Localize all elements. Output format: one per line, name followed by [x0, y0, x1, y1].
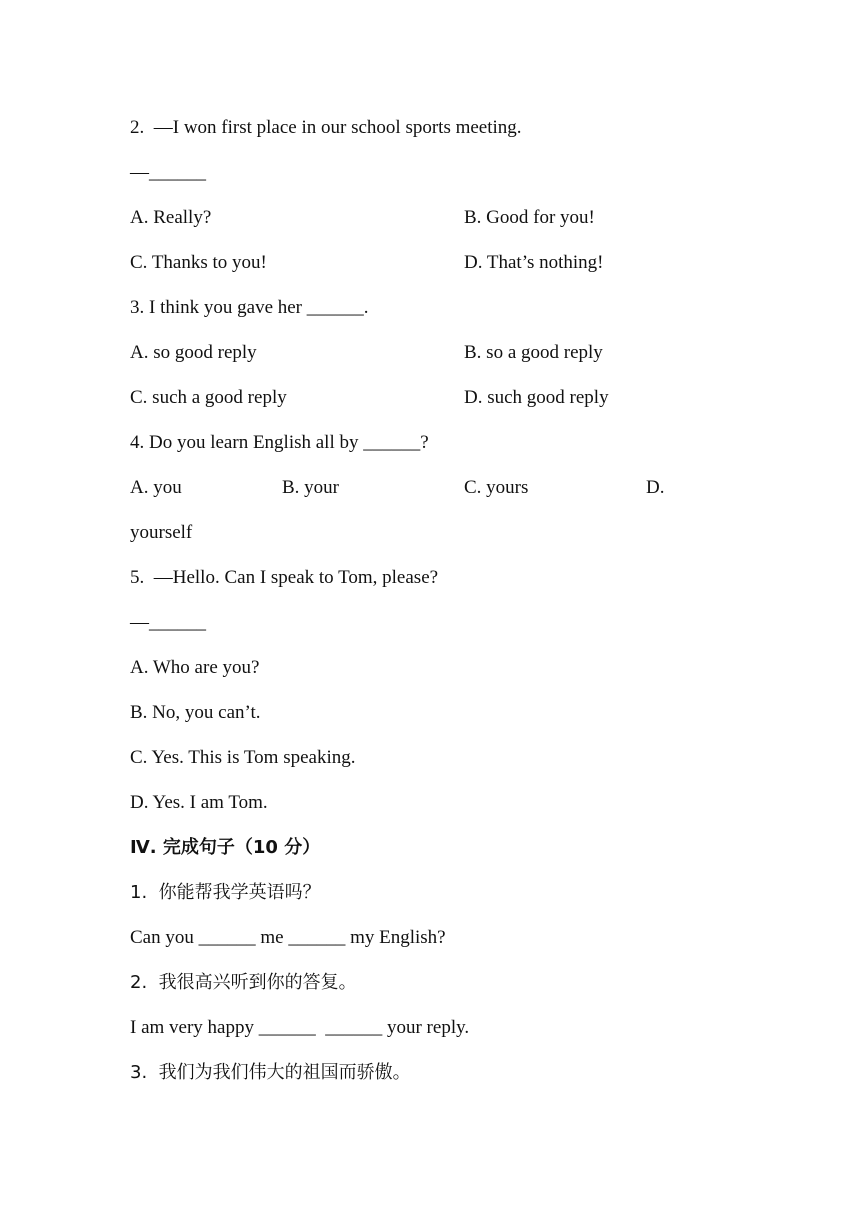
q4-option-d-label: D.: [646, 477, 665, 498]
sentence-3-chinese: 3. 我们为我们伟大的祖国而骄傲。: [130, 1062, 411, 1083]
sentence-1-english: Can you ______ me ______ my English?: [130, 927, 446, 948]
q4-option-a: A. you: [130, 477, 182, 498]
q5-option-a: A. Who are you?: [130, 657, 260, 678]
q3-stem: 3. I think you gave her ______.: [130, 297, 369, 318]
q3-option-d: D. such good reply: [464, 387, 609, 408]
q2-option-c: C. Thanks to you!: [130, 252, 267, 273]
q4-option-c: C. yours: [464, 477, 529, 498]
q5-response-blank: —______: [130, 612, 206, 633]
q3-option-b: B. so a good reply: [464, 342, 603, 363]
q5-option-b: B. No, you can’t.: [130, 702, 261, 723]
q2-option-a: A. Really?: [130, 207, 212, 228]
sentence-2-english: I am very happy ______ ______ your reply.: [130, 1017, 470, 1038]
q5-stem: 5. —Hello. Can I speak to Tom, please?: [130, 567, 439, 588]
q2-response-blank: —______: [130, 162, 206, 183]
q4-option-b: B. your: [282, 477, 339, 498]
q3-option-c: C. such a good reply: [130, 387, 287, 408]
section-heading: Ⅳ. 完成句子（10 分）: [130, 837, 321, 858]
q2-option-b: B. Good for you!: [464, 207, 595, 228]
q4-stem: 4. Do you learn English all by ______?: [130, 432, 429, 453]
q3-option-a: A. so good reply: [130, 342, 257, 363]
q2-stem: 2. —I won first place in our school sports meeting.: [130, 117, 522, 138]
q5-option-c: C. Yes. This is Tom speaking.: [130, 747, 356, 768]
q5-option-d: D. Yes. I am Tom.: [130, 792, 268, 813]
q2-option-d: D. That’s nothing!: [464, 252, 604, 273]
q4-option-d-word: yourself: [130, 522, 193, 543]
sentence-2-chinese: 2. 我很高兴听到你的答复。: [130, 972, 357, 993]
sentence-1-chinese: 1. 你能帮我学英语吗？: [130, 882, 321, 903]
